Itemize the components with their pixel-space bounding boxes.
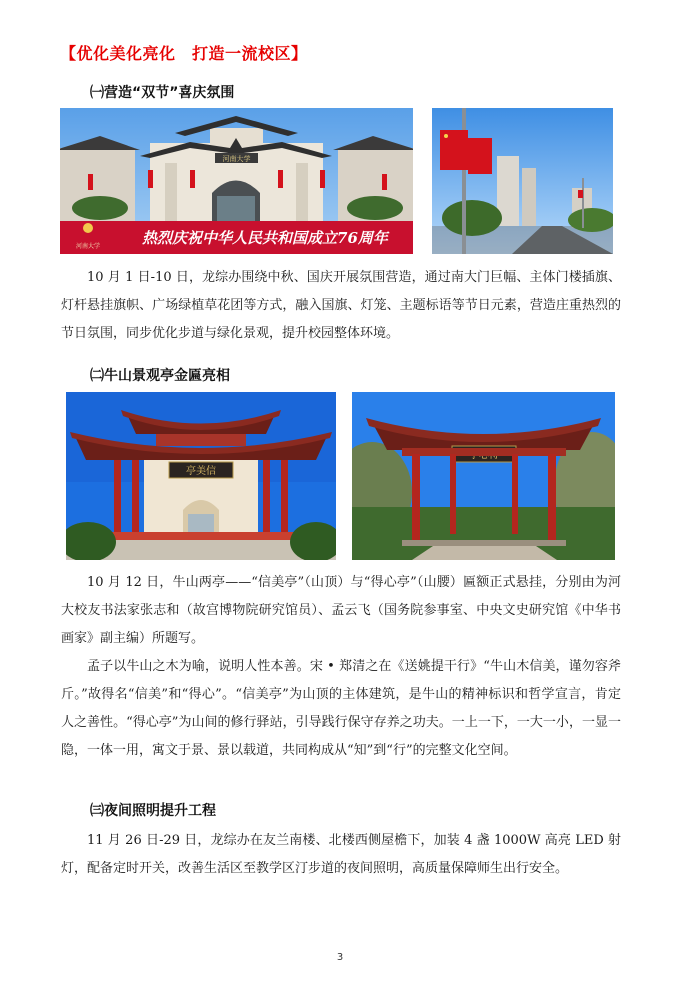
paragraph-pavilions-intro: 10 月 12 日，牛山两亭——“信美亭”（山顶）与“得心亭”（山腰）匾额正式悬挂，分别由为河大校友书法家张志和（故宫博物院研究馆员）、孟云飞（国务院参事室、中央文史研究馆《中华书画家》副主编）所题写。 [61,575,621,646]
xinmei-plaque-text: 亭美信 [186,466,216,477]
lamp-post-flags-illustration [432,108,613,254]
paragraph-festival: 10 月 1 日-10 日，龙综办围绕中秋、国庆开展氛围营造，通过南大门巨幅、主体门楼插旗、灯杆悬挂旗帜、广场绿植草花团等方式，融入国旗、灯笼、主题标语等节日元素，营造庄重热烈的节日氛围，同步优化步道与绿化景观，提升校园整体环境。 [61,270,621,341]
xinmei-pavilion-illustration [66,392,336,560]
photo-south-gate [60,108,413,254]
page-title: 【优化美化亮化 打造一流校区】 [60,44,308,63]
dexin-pavilion-illustration [352,392,615,560]
celebration-banner-text: 热烈庆祝中华人民共和国成立76周年 [142,229,388,247]
photo-dexin-pavilion [352,392,615,560]
paragraph-lighting: 11 月 26 日-29 日，龙综办在友兰南楼、北楼西侧屋檐下，加装 4 盏 1000W 高亮 LED 射灯，配备定时开关，改善生活区至教学区汀步道的夜间照明，高质量保障师生出行安全。 [61,833,621,876]
section-heading-lighting: ㈢夜间照明提升工程 [90,803,216,819]
banner-logo-text: 河南大学 [75,243,101,250]
section-heading-pavilions: ㈡牛山景观亭金匾亮相 [90,368,230,384]
section-heading-festival: ㈠营造“双节”喜庆氛围 [90,85,235,101]
paragraph-pavilions-meaning: 孟子以牛山之木为喻，说明人性本善。宋 • 郑清之在《送姚提干行》“牛山木信美，谨勿容斧斤。”故得名“信美”和“得心”。“信美亭”为山顶的主体建筑，是牛山的精神标识和哲学宣言，肯定人之善性。“得心亭”为山间的修行驿站，引导践行保守存养之功夫。一上一下，一大一小，一显一隐，一体一用，寓文于景、景以载道，共同构成从“知”到“行”的完整文化空间。 [61,659,621,758]
photo-xinmei-pavilion [66,392,336,560]
south-gate-illustration [60,108,413,254]
photo-lamp-post-flags [432,108,613,254]
page-number: 3 [336,952,344,963]
gate-plaque-text: 河南大学 [222,155,251,163]
